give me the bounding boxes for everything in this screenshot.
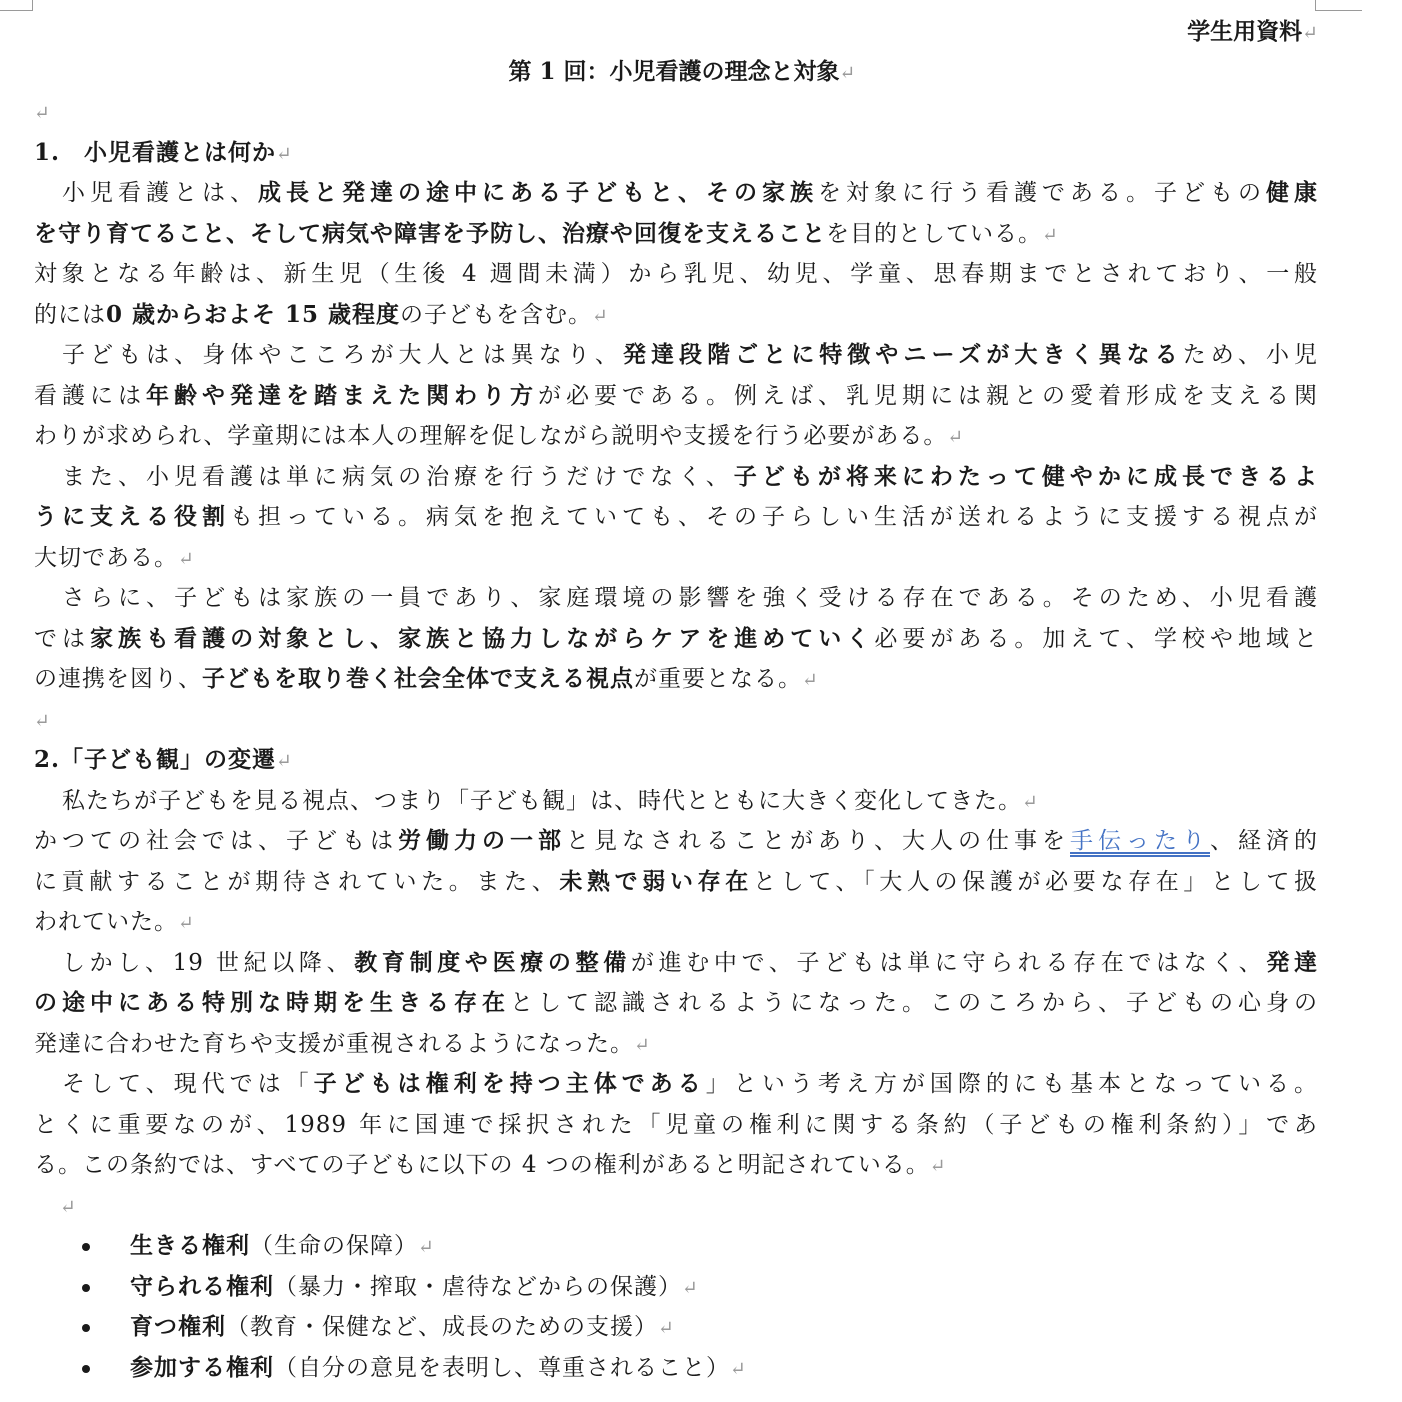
bullet-icon xyxy=(82,1284,90,1292)
section-heading-2: 2.「子ども観」の変遷↵ xyxy=(34,746,292,773)
s1-p3-line3: わりが求められ、学童期には本人の理解を促しながら説明や支援を行う必要がある。↵ xyxy=(34,423,964,449)
s2-p4-line1: そして、現代では「子どもは権利を持つ主体である」という考え方が国際的にも基本となっている。 xyxy=(62,1070,1319,1097)
s2-p2-line2: に貢献することが期待されていた。また、未熟で弱い存在として、「大人の保護が必要な存在」として扱 xyxy=(34,867,1319,895)
section-heading-1: 1. 小児看護とは何か↵ xyxy=(34,138,292,166)
s2-p3-line3: 発達に合わせた育ちや支援が重視されるようになった。↵ xyxy=(34,1030,650,1057)
s1-p4-line2: うに支える役割も担っている。病気を抱えていても、その子らしい生活が送れるように支援する視点が xyxy=(34,503,1318,530)
s1-p2-line1: 対象となる年齢は、新生児（生後 4 週間未満）から乳児、幼児、学童、思春期までとされており、一般 xyxy=(34,261,1318,287)
s1-p4-line3: 大切である。↵ xyxy=(34,544,194,571)
s2-p2-line3: われていた。↵ xyxy=(34,909,194,935)
s2-p3-line1: しかし、19 世紀以降、教育制度や医療の整備が進む中で、子どもは単に守られる存在ではなく、発達 xyxy=(62,948,1319,976)
s1-p2-line2: 的には0 歳からおよそ 15 歳程度の子どもを含む。↵ xyxy=(34,300,608,328)
s1-p4-line1: また、小児看護は単に病気の治療を行うだけでなく、子どもが将来にわたって健やかに成長できるよ xyxy=(62,462,1319,490)
list-item: 守られる権利（暴力・搾取・虐待などからの保護）↵ xyxy=(34,1267,1318,1308)
empty-paragraph: ↵ xyxy=(60,1195,76,1218)
s1-p3-line2: 看護には年齢や発達を踏まえた関わり方が必要である。例えば、乳児期には親との愛着形成を支える関 xyxy=(34,381,1318,409)
s2-p4-line3: る。この条約では、すべての子どもに以下の 4 つの権利があると明記されている。↵ xyxy=(34,1152,946,1178)
s1-p3-line1: 子どもは、身体やこころが大人とは異なり、発達段階ごとに特徴やニーズが大きく異なるため、小児 xyxy=(62,341,1318,368)
rights-list xyxy=(34,1226,1318,1388)
page-corner-mark-left xyxy=(0,0,33,11)
header-label: 学生用資料↵ xyxy=(1187,18,1318,45)
document-title: 第 1 回：小児看護の理念と対象↵ xyxy=(508,58,856,85)
page-corner-mark-right xyxy=(1315,0,1362,11)
s1-p5-line1: さらに、子どもは家族の一員であり、家庭環境の影響を強く受ける存在である。そのため、小児看護 xyxy=(62,585,1318,611)
bullet-icon xyxy=(82,1243,90,1251)
empty-paragraph: ↵ xyxy=(34,102,50,124)
s1-p1-line1: 小児看護とは、成長と発達の途中にある子どもと、その家族を対象に行う看護である。子どもの健康 xyxy=(62,179,1318,206)
s2-p4-line2: とくに重要なのが、1989 年に国連で採択された「児童の権利に関する条約（子どもの権利条約）」であ xyxy=(34,1111,1318,1138)
s1-p1-line2: を守り育てること、そして病気や障害を予防し、治療や回復を支えることを目的としている。↵ xyxy=(34,219,1058,247)
bullet-icon xyxy=(82,1365,90,1373)
s2-p1-line1: 私たちが子どもを見る視点、つまり「子ども観」は、時代とともに大きく変化してきた。↵ xyxy=(62,787,1038,814)
s1-p5-line3: の連携を図り、子どもを取り巻く社会全体で支える視点が重要となる。↵ xyxy=(34,665,818,692)
list-item: 育つ権利（教育・保健など、成長のための支援）↵ xyxy=(34,1307,1318,1348)
s2-p2-line1: かつての社会では、子どもは労働力の一部と見なされることがあり、大人の仕事を手伝ったり、経済的 xyxy=(34,827,1318,854)
empty-paragraph: ↵ xyxy=(34,709,50,732)
spellcheck-underlined-text: 手伝ったり xyxy=(1070,828,1210,854)
list-item: 生きる権利（生命の保障）↵ xyxy=(34,1226,1318,1267)
bullet-icon xyxy=(82,1324,90,1332)
s2-p3-line2: の途中にある特別な時期を生きる存在として認識されるようになった。このころから、子どもの心身の xyxy=(34,989,1318,1016)
document-page xyxy=(34,12,1318,1388)
list-item: 参加する権利（自分の意見を表明し、尊重されること）↵ xyxy=(34,1348,1318,1389)
s1-p5-line2: では家族も看護の対象とし、家族と協力しながらケアを進めていく必要がある。加えて、学校や地域と xyxy=(34,624,1319,652)
